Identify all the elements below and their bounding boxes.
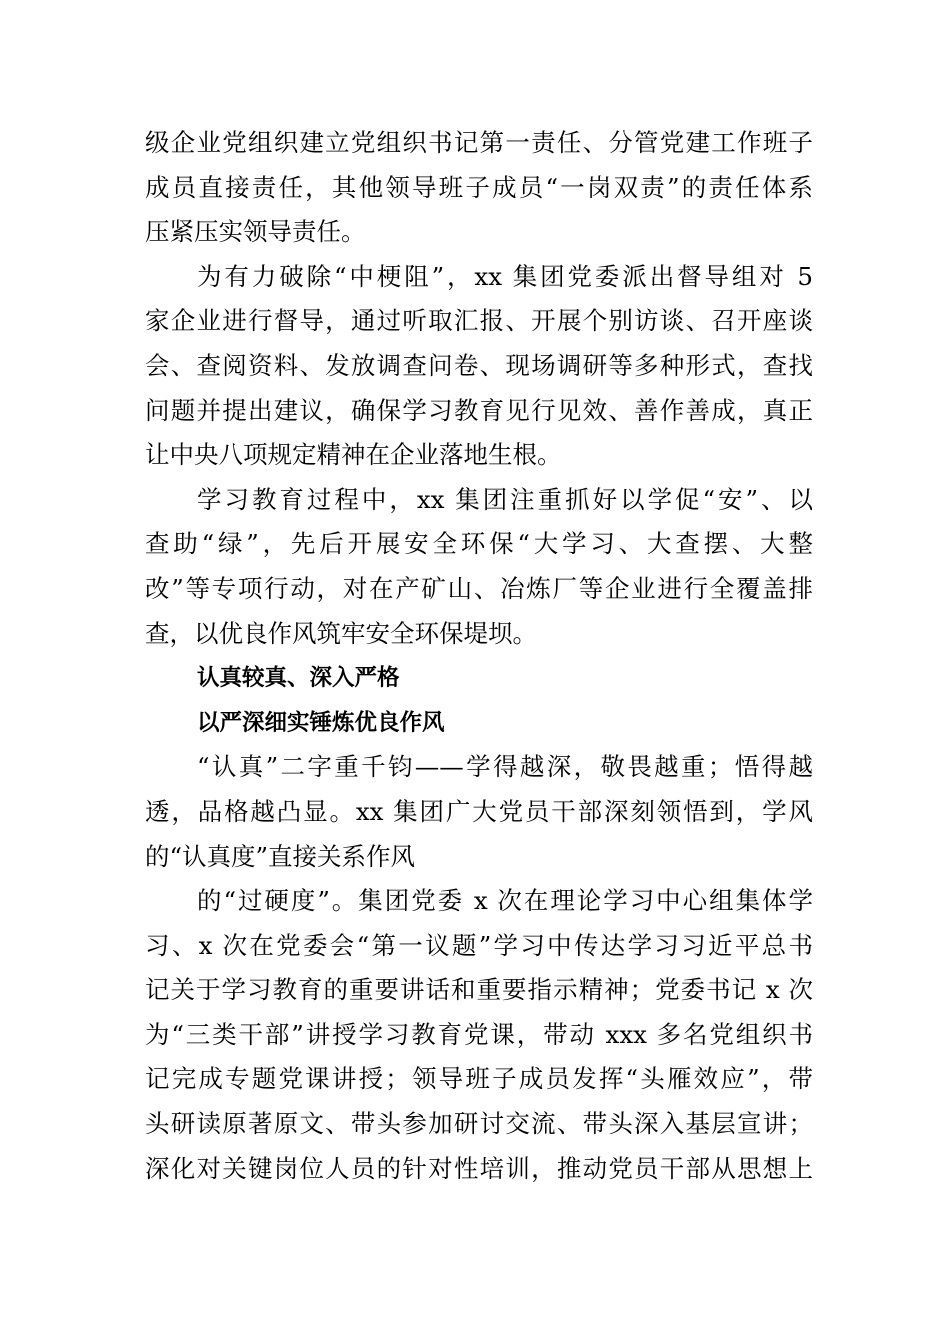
paragraph-2-line-3: 会、查阅资料、发放调查问卷、现场调研等多种形式，查找	[145, 350, 813, 380]
paragraph-4-line-1: “认真”二字重千钧——学得越深，敬畏越重；悟得越	[197, 752, 813, 782]
document-page	[145, 121, 813, 1191]
paragraph-3-line-3: 改”等专项行动，对在产矿山、冶炼厂等企业进行全覆盖排	[145, 573, 813, 603]
paragraph-2-line-2: 家企业进行督导，通过听取汇报、开展个别访谈、召开座谈	[145, 306, 813, 336]
section-heading-1: 认真较真、深入严格	[197, 665, 400, 692]
paragraph-5-line-4: 为“三类干部”讲授学习教育党课，带动 xxx 多名党组织书	[145, 1019, 813, 1049]
paragraph-5-line-2: 习、x 次在党委会“第一议题”学习中传达学习习近平总书	[145, 930, 813, 960]
paragraph-2-line-5: 让中央八项规定精神在企业落地生根。	[145, 440, 562, 470]
paragraph-5-line-5: 记完成专题党课讲授；领导班子成员发挥“头雁效应”，带	[145, 1064, 813, 1094]
paragraph-3-line-2: 查助“绿”，先后开展安全环保“大学习、大查摆、大整	[145, 529, 813, 559]
paragraph-4-line-3: 的“认真度”直接关系作风	[145, 841, 416, 871]
paragraph-1-line-3: 压紧压实领导责任。	[145, 217, 366, 247]
paragraph-1-line-1: 级企业党组织建立党组织书记第一责任、分管党建工作班子	[145, 128, 813, 157]
paragraph-5-line-3: 记关于学习教育的重要讲话和重要指示精神；党委书记 x 次	[145, 975, 813, 1005]
paragraph-3-line-4: 查，以优良作风筑牢安全环保堤坝。	[145, 618, 537, 648]
paragraph-2-line-1: 为有力破除“中梗阻”，xx 集团党委派出督导组对 5	[197, 261, 813, 291]
paragraph-2-line-4: 问题并提出建议，确保学习教育见行见效、善作善成，真正	[145, 395, 813, 425]
paragraph-1-line-2: 成员直接责任，其他领导班子成员“一岗双责”的责任体系	[145, 172, 813, 202]
paragraph-4-line-2: 透，品格越凸显。xx 集团广大党员干部深刻领悟到，学风	[145, 796, 813, 826]
section-heading-2: 以严深细实锤炼优良作风	[197, 709, 445, 736]
paragraph-5-line-1: 的“过硬度”。集团党委 x 次在理论学习中心组集体学	[197, 886, 813, 916]
paragraph-5-line-6: 头研读原著原文、带头参加研讨交流、带头深入基层宣讲；	[145, 1109, 813, 1139]
paragraph-5-line-7: 深化对关键岗位人员的针对性培训，推动党员干部从思想上	[145, 1153, 813, 1183]
paragraph-3-line-1: 学习教育过程中，xx 集团注重抓好以学促“安”、以	[197, 484, 813, 514]
